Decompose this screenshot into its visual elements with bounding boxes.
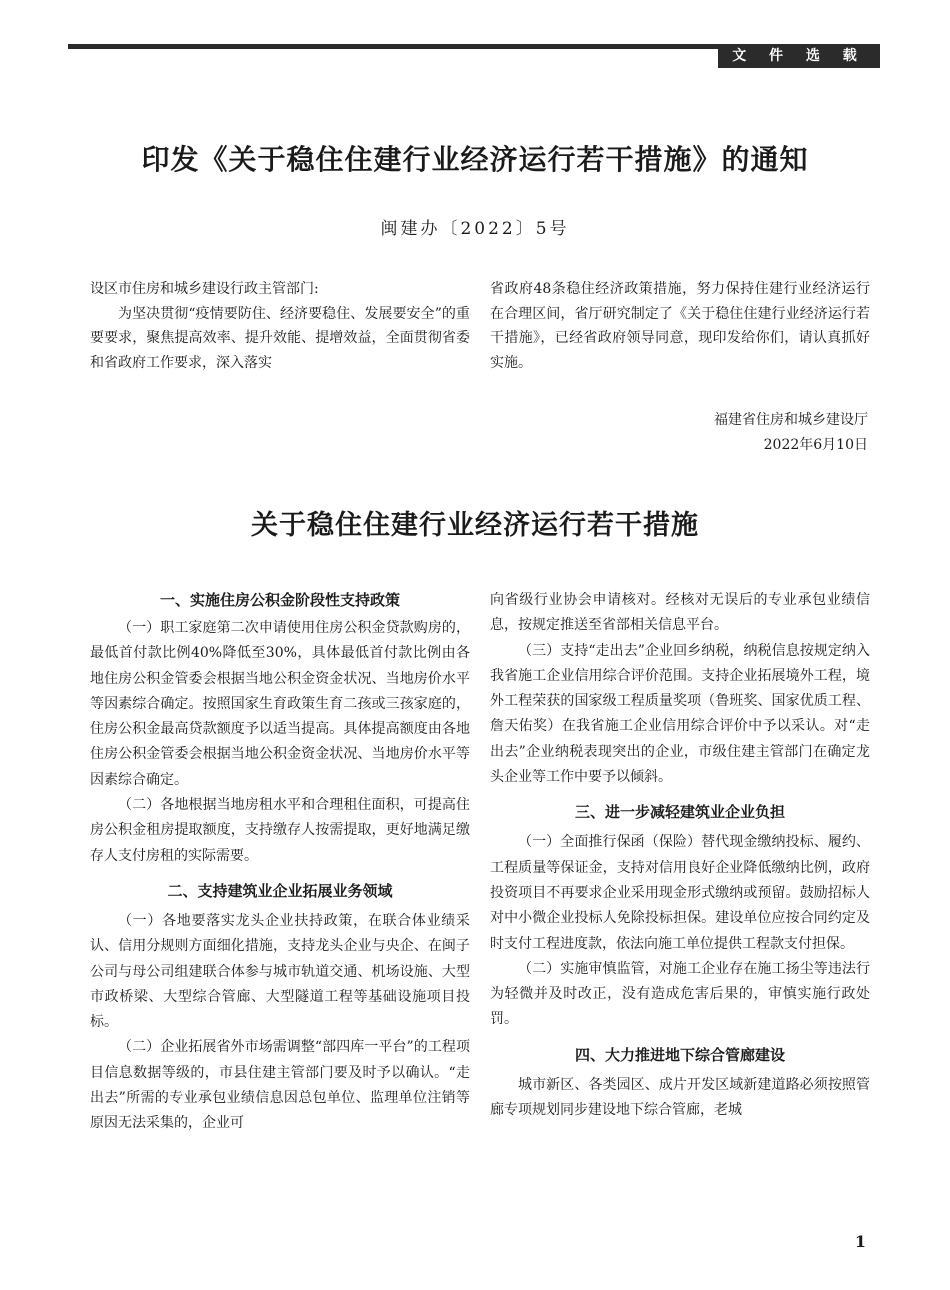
paragraph-continued: 向省级行业协会申请核对。经核对无误后的专业承包业绩信息，按规定推送至省部相关信息平台。 [490,592,870,634]
notice-paragraph-continued: 省政府48条稳住经济政策措施，努力保持住建行业经济运行在合理区间，省厅研究制定了《关于稳住住建行业经济运行若干措施》，已经省政府领导同意，现印发给你们，请认真抓好实施。 [490,281,870,371]
paragraph: （一）各地要落实龙头企业扶持政策，在联合体业绩采认、信用分规则方面细化措施，支持龙头企业与央企、在闽子公司与母公司组建联合体参与城市轨道交通、机场设施、大型市政桥梁、大型综合管廊、大型隧道工程等基础设施项目投标。 [90,912,470,1031]
signer: 福建省住房和城乡建设厅 [714,412,868,428]
document-number: 闽建办〔2022〕5号 [380,219,570,239]
measures-left-column [90,588,470,1137]
notice-paragraph: 为坚决贯彻“疫情要防住、经济要稳住、发展要安全”的重要要求，聚焦提高效率、提升效能、提增效益，全面贯彻省委和省政府工作要求，深入落实 [90,305,470,371]
paragraph: （二）实施审慎监管，对施工企业存在施工扬尘等违法行为轻微并及时改正，没有造成危害后果的，审慎实施行政处罚。 [490,960,870,1028]
signature-block [568,408,868,458]
paragraph: （一）职工家庭第二次申请使用住房公积金贷款购房的，最低首付款比例40%降低至30%，具体最低首付款比例由各地住房公积金管委会根据当地公积金资金状况、当地房价水平等因素综合确定。按照国家生育政策生育二孩或三孩家庭的，住房公积金最高贷款额度予以适当提高。具体提高额度由各地住房公积金管委会根据当地公积金资金状况、当地房价水平等因素综合确定。 [90,620,470,788]
issue-date: 2022年6月10日 [763,437,868,453]
paragraph: （二）各地根据当地房租水平和合理租住面积，可提高住房公积金租房提取额度，支持缴存人按需提取，更好地满足缴存人支付房租的实际需要。 [90,797,470,864]
notice-title: 印发《关于稳住住建行业经济运行若干措施》的通知 [141,143,809,176]
salutation: 设区市住房和城乡建设行政主管部门: [90,281,319,297]
paragraph: （二）企业拓展省外市场需调整“部四库一平台”的工程项目信息数据等级的，市县住建主管部门要及时予以确认。“走出去”所需的专业承包业绩信息因总包单位、监理单位注销等原因无法采集的，企业可 [90,1039,470,1132]
section-heading: 一、实施住房公积金阶段性支持政策 [159,591,400,609]
section-heading: 三、进一步减轻建筑业企业负担 [574,803,785,822]
paragraph: （一）全面推行保函（保险）替代现金缴纳投标、履约、工程质量等保证金，支持对信用良好企业降低缴纳比例，政府投资项目不再要求企业采用现金形式缴纳或预留。鼓励招标人对中小微企业投标人免除投标担保。建设单位应按合同约定及时支付工程进度款，依法向施工单位提供工程款支付担保。 [490,834,870,952]
section-heading: 二、支持建筑业企业拓展业务领域 [167,881,393,900]
measures-right-column [490,588,870,1137]
notice-body [90,277,870,375]
paragraph: 城市新区、各类园区、成片开发区域新建道路必须按照管廊专项规划同步建设地下综合管廊，老城 [490,1076,870,1119]
notice-left-column [90,277,470,375]
measures-title: 关于稳住住建行业经济运行若干措施 [251,510,699,541]
page-number: 1 [854,1232,866,1251]
section-heading: 四、大力推进地下综合管廊建设 [574,1045,785,1064]
notice-right-column [490,277,870,375]
section-tag: 文 件 选 载 [718,44,880,68]
measures-body [90,588,870,1137]
paragraph: （三）支持“走出去”企业回乡纳税，纳税信息按规定纳入我省施工企业信用综合评价范围。支持企业拓展境外工程，境外工程荣获的国家级工程质量奖项（鲁班奖、国家优质工程、詹天佑奖）在我省施工企业信用综合评价中予以采认。对“走出去”企业纳税表现突出的企业，市级住建主管部门在确定龙头企业等工作中要予以倾斜。 [490,642,870,786]
